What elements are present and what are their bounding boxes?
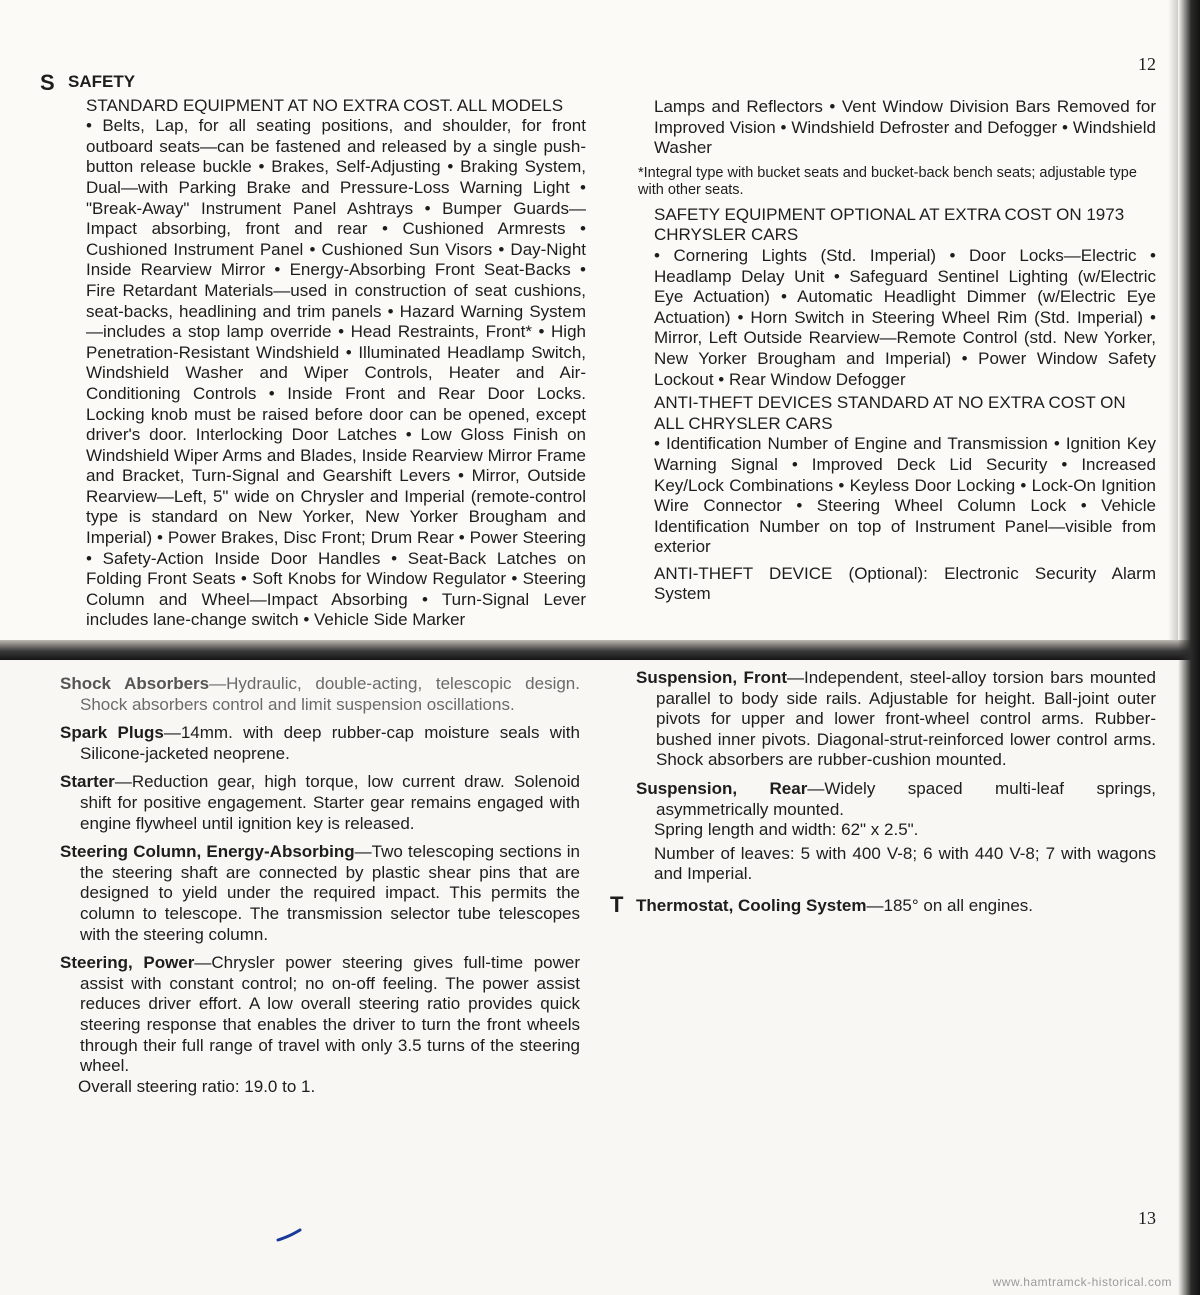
page-edge — [1178, 0, 1200, 1295]
entry-starter: Starter—Reduction gear, high torque, low current draw. Solenoid shift for positive engagement. Starter gear remains engaged with engine flywheel until ignition key is released. — [60, 772, 580, 833]
entry-thermostat: Thermostat, Cooling System—185° on all engines. — [636, 896, 1034, 915]
spring-leaves: Number of leaves: 5 with 400 V-8; 6 with 440 V-8; 7 with wagons and Imperial. — [654, 843, 1156, 884]
standard-equipment-body: • Belts, Lap, for all seating positions, and shoulder, for front outboard seats—can be fastened and released by a single push-button release buckle • Brakes, Self-Adjusting • Braking System, Dual—with Parking Brake and Pressure-Loss Warning Light • "Break-Away" Instrument Panel Ashtrays • Bumper Guards—Impact absorbing, front and rear • Cushioned Armrests • Cushioned Instrument Panel • Cushioned Sun Visors • Day-Night Inside Rearview Mirror • Energy-Absorbing Front Seat-Backs • Fire Retardant Materials—used in construction of seat cushions, seat-backs, headlining and trim panels • Hazard Warning System —includes a stop lamp override • Head Restraints, Front* • High Penetration-Resistant Windshield • Illuminated Headlamp Switch, Windshield Washer and Wiper Controls, Heater and Air-Conditioning Controls • Inside Front and Rear Door Locks. Locking knob must be raised before door can be opened, except driver's door. Interlocking Door Latches • Low Gloss Finish on Windshield Wiper Arms and Blades, Inside Rearview Mirror Frame and Bracket, Turn-Signal and Gearshift Levers • Mirror, Outside Rearview—Left, 5" wide on Chrysler and Imperial (remote-control type is standard on New Yorker, New Yorker Brougham and Imperial) • Power Brakes, Disc Front; Drum Rear • Power Steering • Safety-Action Inside Door Handles • Seat-Back Latches on Folding Front Seats • Soft Knobs for Window Regulator • Steering Column and Wheel—Impact Absorbing • Turn-Signal Lever includes lane-change switch • Vehicle Side Marker — [86, 116, 586, 630]
section-title: SAFETY — [68, 72, 136, 91]
watermark: www.hamtramck-historical.com — [992, 1275, 1172, 1289]
page-13 — [0, 660, 1200, 1295]
spring-dimensions: Spring length and width: 62" x 2.5". — [654, 820, 919, 840]
steering-ratio: Overall steering ratio: 19.0 to 1. — [78, 1076, 316, 1096]
entry-power-steering: Steering, Power—Chrysler power steering gives full-time power assist with constant control; no on-off feeling. The power assist reduces driver effort. A low overall steering ratio provides quick steering response that enables the driver to turn the front wheels through their full range of travel with only 3.5 turns of the steering wheel. — [60, 953, 580, 1076]
antitheft-heading: ANTI-THEFT DEVICES STANDARD AT NO EXTRA COST ON ALL CHRYSLER CARS — [654, 393, 1126, 433]
pen-mark-icon — [276, 1228, 302, 1242]
entry-suspension-rear: Suspension, Rear—Widely spaced multi-leaf springs, asymmetrically mounted. — [636, 778, 1156, 819]
antitheft-body: • Identification Number of Engine and Transmission • Ignition Key Warning Signal • Improved Deck Lid Security • Increased Key/Lock Combinations • Keyless Door Locking • Lock-On Ignition Wire Connector • Steering Wheel Column Lock • Vehicle Identification Number on top of Instrument Panel—visible from exterior — [654, 434, 1156, 557]
standard-equipment-continuation: Lamps and Reflectors • Vent Window Division Bars Removed for Improved Vision • Windshield Defroster and Defogger • Windshield Washer — [654, 97, 1156, 158]
page-number: 13 — [1138, 1208, 1156, 1228]
page-12 — [0, 0, 1200, 640]
antitheft-optional: ANTI-THEFT DEVICE (Optional): Electronic Security Alarm System — [654, 563, 1156, 604]
page-gutter — [0, 640, 1200, 660]
entry-spark-plugs: Spark Plugs—14mm. with deep rubber-cap moisture seals with Silicone-jacketed neoprene. — [60, 723, 580, 763]
entry-shock-absorbers: Shock Absorbers—Hydraulic, double-acting, telescopic design. Shock absorbers control and limit suspension oscillations. — [60, 674, 580, 714]
safety-left-column — [68, 72, 586, 634]
specs-right-column — [636, 668, 1156, 888]
page-number: 12 — [1138, 54, 1156, 74]
optional-equipment-heading: SAFETY EQUIPMENT OPTIONAL AT EXTRA COST ON 1973 CHRYSLER CARS — [654, 204, 1125, 245]
safety-right-column — [638, 97, 1156, 608]
optional-equipment-body: • Cornering Lights (Std. Imperial) • Door Locks—Electric • Headlamp Delay Unit • Safeguard Sentinel Lighting (w/Electric Eye Actuation) • Automatic Headlight Dimmer (w/Electric Eye Actuation) • Horn Switch in Steering Wheel Rim (Std. Imperial) • Mirror, Left Outside Rearview—Remote Control (std. New Yorker, New Yorker Brougham and Imperial) • Power Window Safety Lockout • Rear Window Defogger — [654, 245, 1156, 389]
page-curl-shadow — [1168, 0, 1178, 640]
entry-steering-column: Steering Column, Energy-Absorbing—Two telescoping sections in the steering shaft are connected by plastic shear pins that are designed to yield under the required impact. This permits the column to telescope. The transmission selector tube telescopes with the steering column. — [60, 842, 580, 944]
section-letter: S — [40, 70, 55, 95]
specs-left-column — [60, 674, 580, 1100]
standard-equipment-heading: STANDARD EQUIPMENT AT NO EXTRA COST. ALL MODELS — [86, 95, 564, 115]
footnote: *Integral type with bucket seats and bucket-back bench seats; adjustable type with other seats. — [638, 164, 1137, 198]
section-letter-t: T — [610, 892, 624, 917]
entry-suspension-front: Suspension, Front—Independent, steel-alloy torsion bars mounted parallel to body side rails. Adjustable for height. Ball-joint outer pivots for upper and lower front-wheel control arms. Rubber-bushed inner pivots. Diagonal-strut-reinforced lower control arms. Shock absorbers are rubber-cushion mounted. — [636, 668, 1156, 770]
